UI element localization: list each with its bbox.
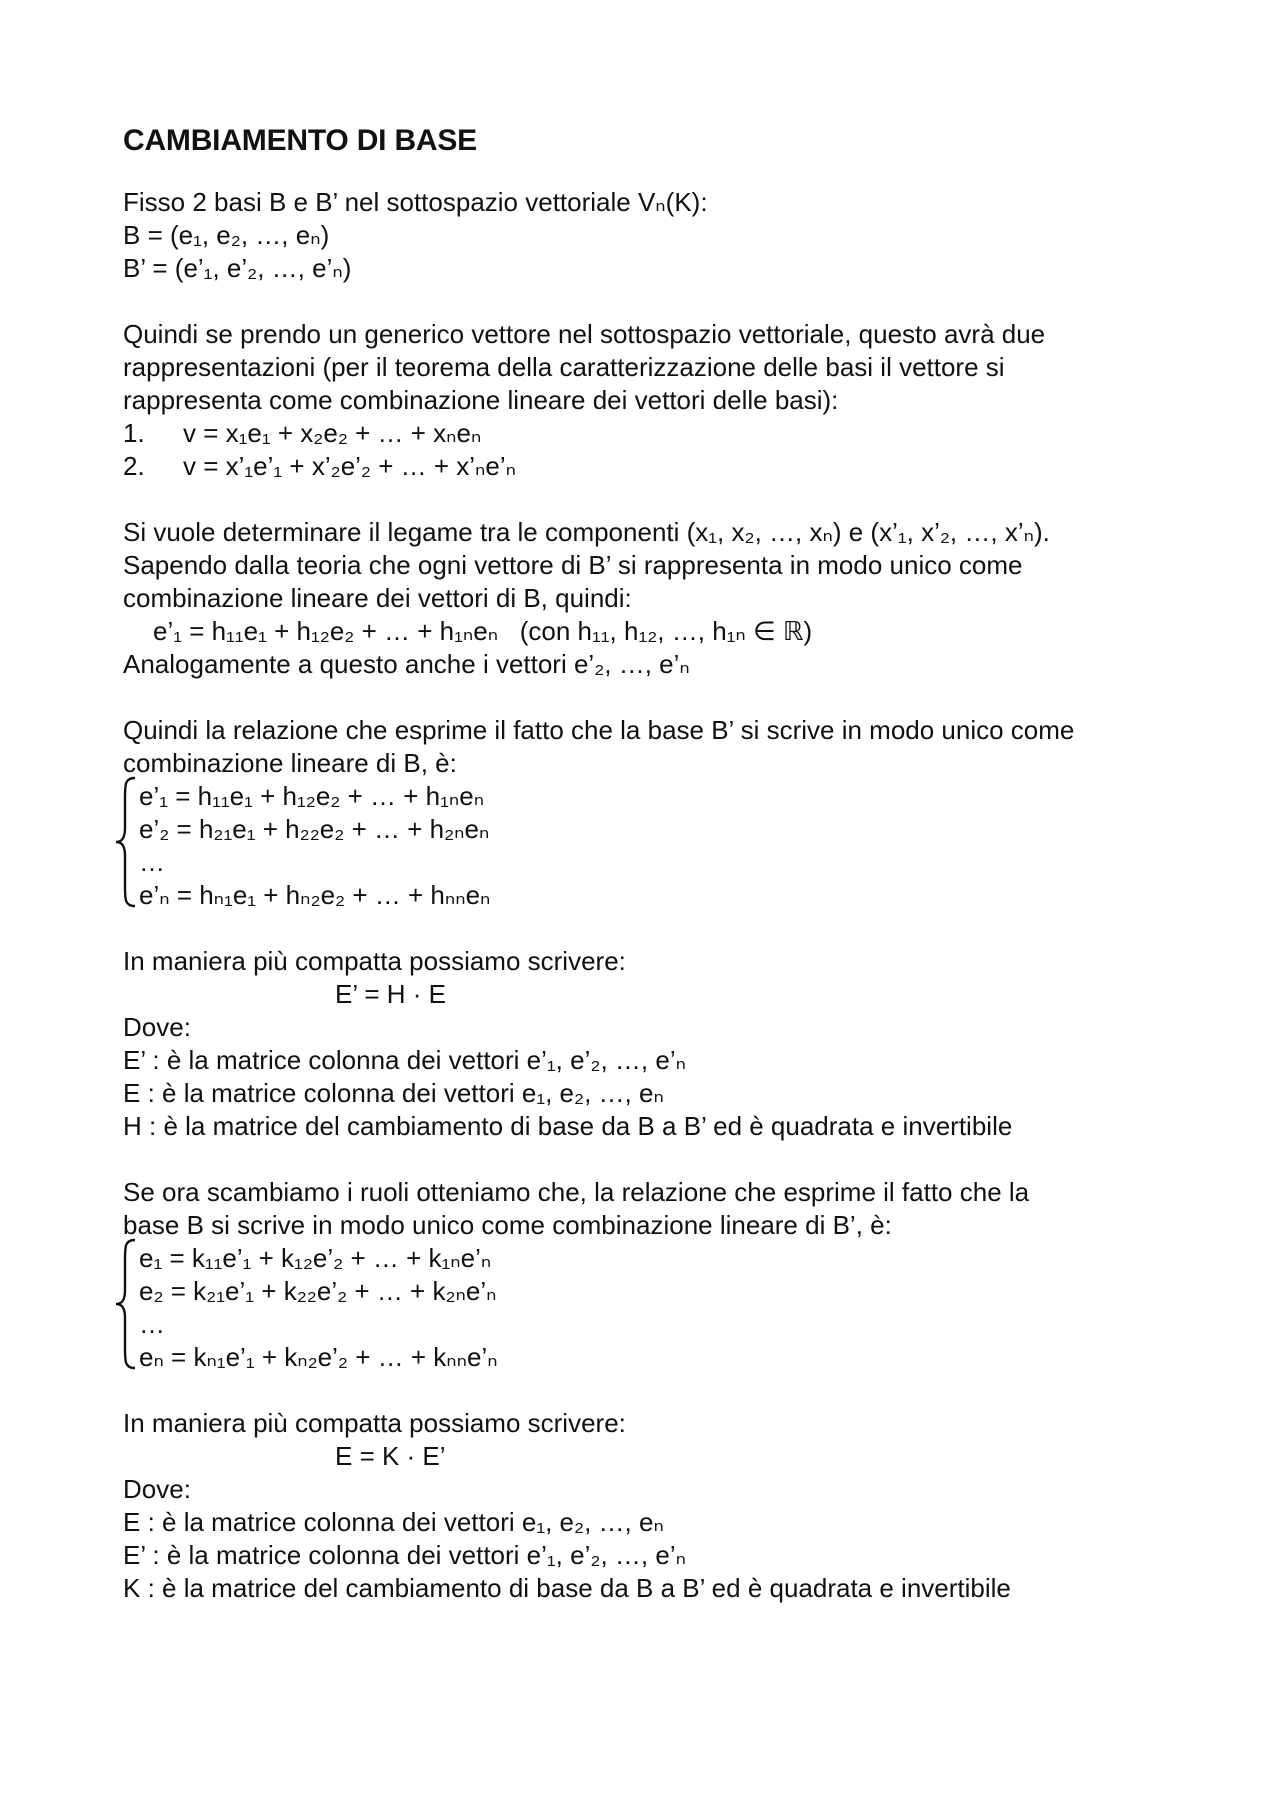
definition-line: E’ : è la matrice colonna dei vettori e’₁, e’₂, …, e’ₙ <box>123 1540 686 1570</box>
paragraph-line: rappresentazioni (per il teorema della caratterizzazione delle basi il vettore si <box>123 352 1005 382</box>
equation-system-1 <box>123 780 1183 912</box>
paragraph-line: Si vuole determinare il legame tra le componenti (x₁, x₂, …, xₙ) e (x’₁, x’₂, …, x’ₙ). <box>123 517 1050 547</box>
system-row: e₂ = k₂₁e’₁ + k₂₂e’₂ + … + k₂ₙe’ₙ <box>139 1276 497 1306</box>
dove-label: Dove: <box>123 1474 191 1504</box>
left-brace-icon <box>113 774 141 910</box>
page-title: CAMBIAMENTO DI BASE <box>123 124 477 157</box>
system-row: e’ₙ = hₙ₁e₁ + hₙ₂e₂ + … + hₙₙeₙ <box>139 880 491 910</box>
definition-line: K : è la matrice del cambiamento di base da B a B’ ed è quadrata e invertibile <box>123 1573 1011 1603</box>
paragraph-line: combinazione lineare dei vettori di B, quindi: <box>123 583 632 613</box>
item-number: 1. <box>123 418 145 448</box>
paragraph-line: Quindi la relazione che esprime il fatto che la base B’ si scrive in modo unico come <box>123 715 1075 745</box>
matrix-equation: E’ = H · E <box>335 979 447 1009</box>
paragraph-line: rappresenta come combinazione lineare dei vettori delle basi): <box>123 385 839 415</box>
basis-b: B = (e₁, e₂, …, eₙ) <box>123 220 330 250</box>
system-row: e’₁ = h₁₁e₁ + h₁₂e₂ + … + h₁ₙeₙ <box>139 781 485 811</box>
item-number: 2. <box>123 451 145 481</box>
matrix-equation: E = K · E’ <box>335 1441 446 1471</box>
intro-line: Fisso 2 basi B e B’ nel sottospazio vettoriale Vₙ(K): <box>123 187 708 217</box>
numbered-item <box>123 450 1183 483</box>
definition-line: E : è la matrice colonna dei vettori e₁, e₂, …, eₙ <box>123 1078 664 1108</box>
document-page <box>123 110 1183 1605</box>
system-row: e’₂ = h₂₁e₁ + h₂₂e₂ + … + h₂ₙeₙ <box>139 814 490 844</box>
numbered-item <box>123 417 1183 450</box>
definition-line: H : è la matrice del cambiamento di base da B a B’ ed è quadrata e invertibile <box>123 1111 1013 1141</box>
basis-b-prime: B’ = (e’₁, e’₂, …, e’ₙ) <box>123 253 352 283</box>
paragraph-line: In maniera più compatta possiamo scrivere: <box>123 1408 626 1438</box>
paragraph-line: Sapendo dalla teoria che ogni vettore di B’ si rappresenta in modo unico come <box>123 550 1023 580</box>
paragraph-line: combinazione lineare di B, è: <box>123 748 457 778</box>
definition-line: E : è la matrice colonna dei vettori e₁, e₂, …, eₙ <box>123 1507 664 1537</box>
paragraph-line: Quindi se prendo un generico vettore nel sottospazio vettoriale, questo avrà due <box>123 319 1046 349</box>
system-row: eₙ = kₙ₁e’₁ + kₙ₂e’₂ + … + kₙₙe’ₙ <box>139 1342 498 1372</box>
formula-line: e’₁ = h₁₁e₁ + h₁₂e₂ + … + h₁ₙeₙ (con h₁₁, h₁₂, …, h₁ₙ ∈ ℝ) <box>153 616 813 646</box>
system-row: … <box>139 1309 165 1339</box>
paragraph-line: Analogamente a questo anche i vettori e’₂, …, e’ₙ <box>123 649 690 679</box>
system-row: … <box>139 847 165 877</box>
paragraph-line: base B si scrive in modo unico come combinazione lineare di B’, è: <box>123 1210 892 1240</box>
equation-system-2 <box>123 1242 1183 1374</box>
paragraph-line: Se ora scambiamo i ruoli otteniamo che, la relazione che esprime il fatto che la <box>123 1177 1030 1207</box>
left-brace-icon <box>113 1236 141 1372</box>
system-row: e₁ = k₁₁e’₁ + k₁₂e’₂ + … + k₁ₙe’ₙ <box>139 1243 492 1273</box>
paragraph-line: In maniera più compatta possiamo scrivere: <box>123 946 626 976</box>
item-formula: v = x’₁e’₁ + x’₂e’₂ + … + x’ₙe’ₙ <box>183 451 517 481</box>
item-formula: v = x₁e₁ + x₂e₂ + … + xₙeₙ <box>183 418 482 448</box>
definition-line: E’ : è la matrice colonna dei vettori e’₁, e’₂, …, e’ₙ <box>123 1045 686 1075</box>
dove-label: Dove: <box>123 1012 191 1042</box>
